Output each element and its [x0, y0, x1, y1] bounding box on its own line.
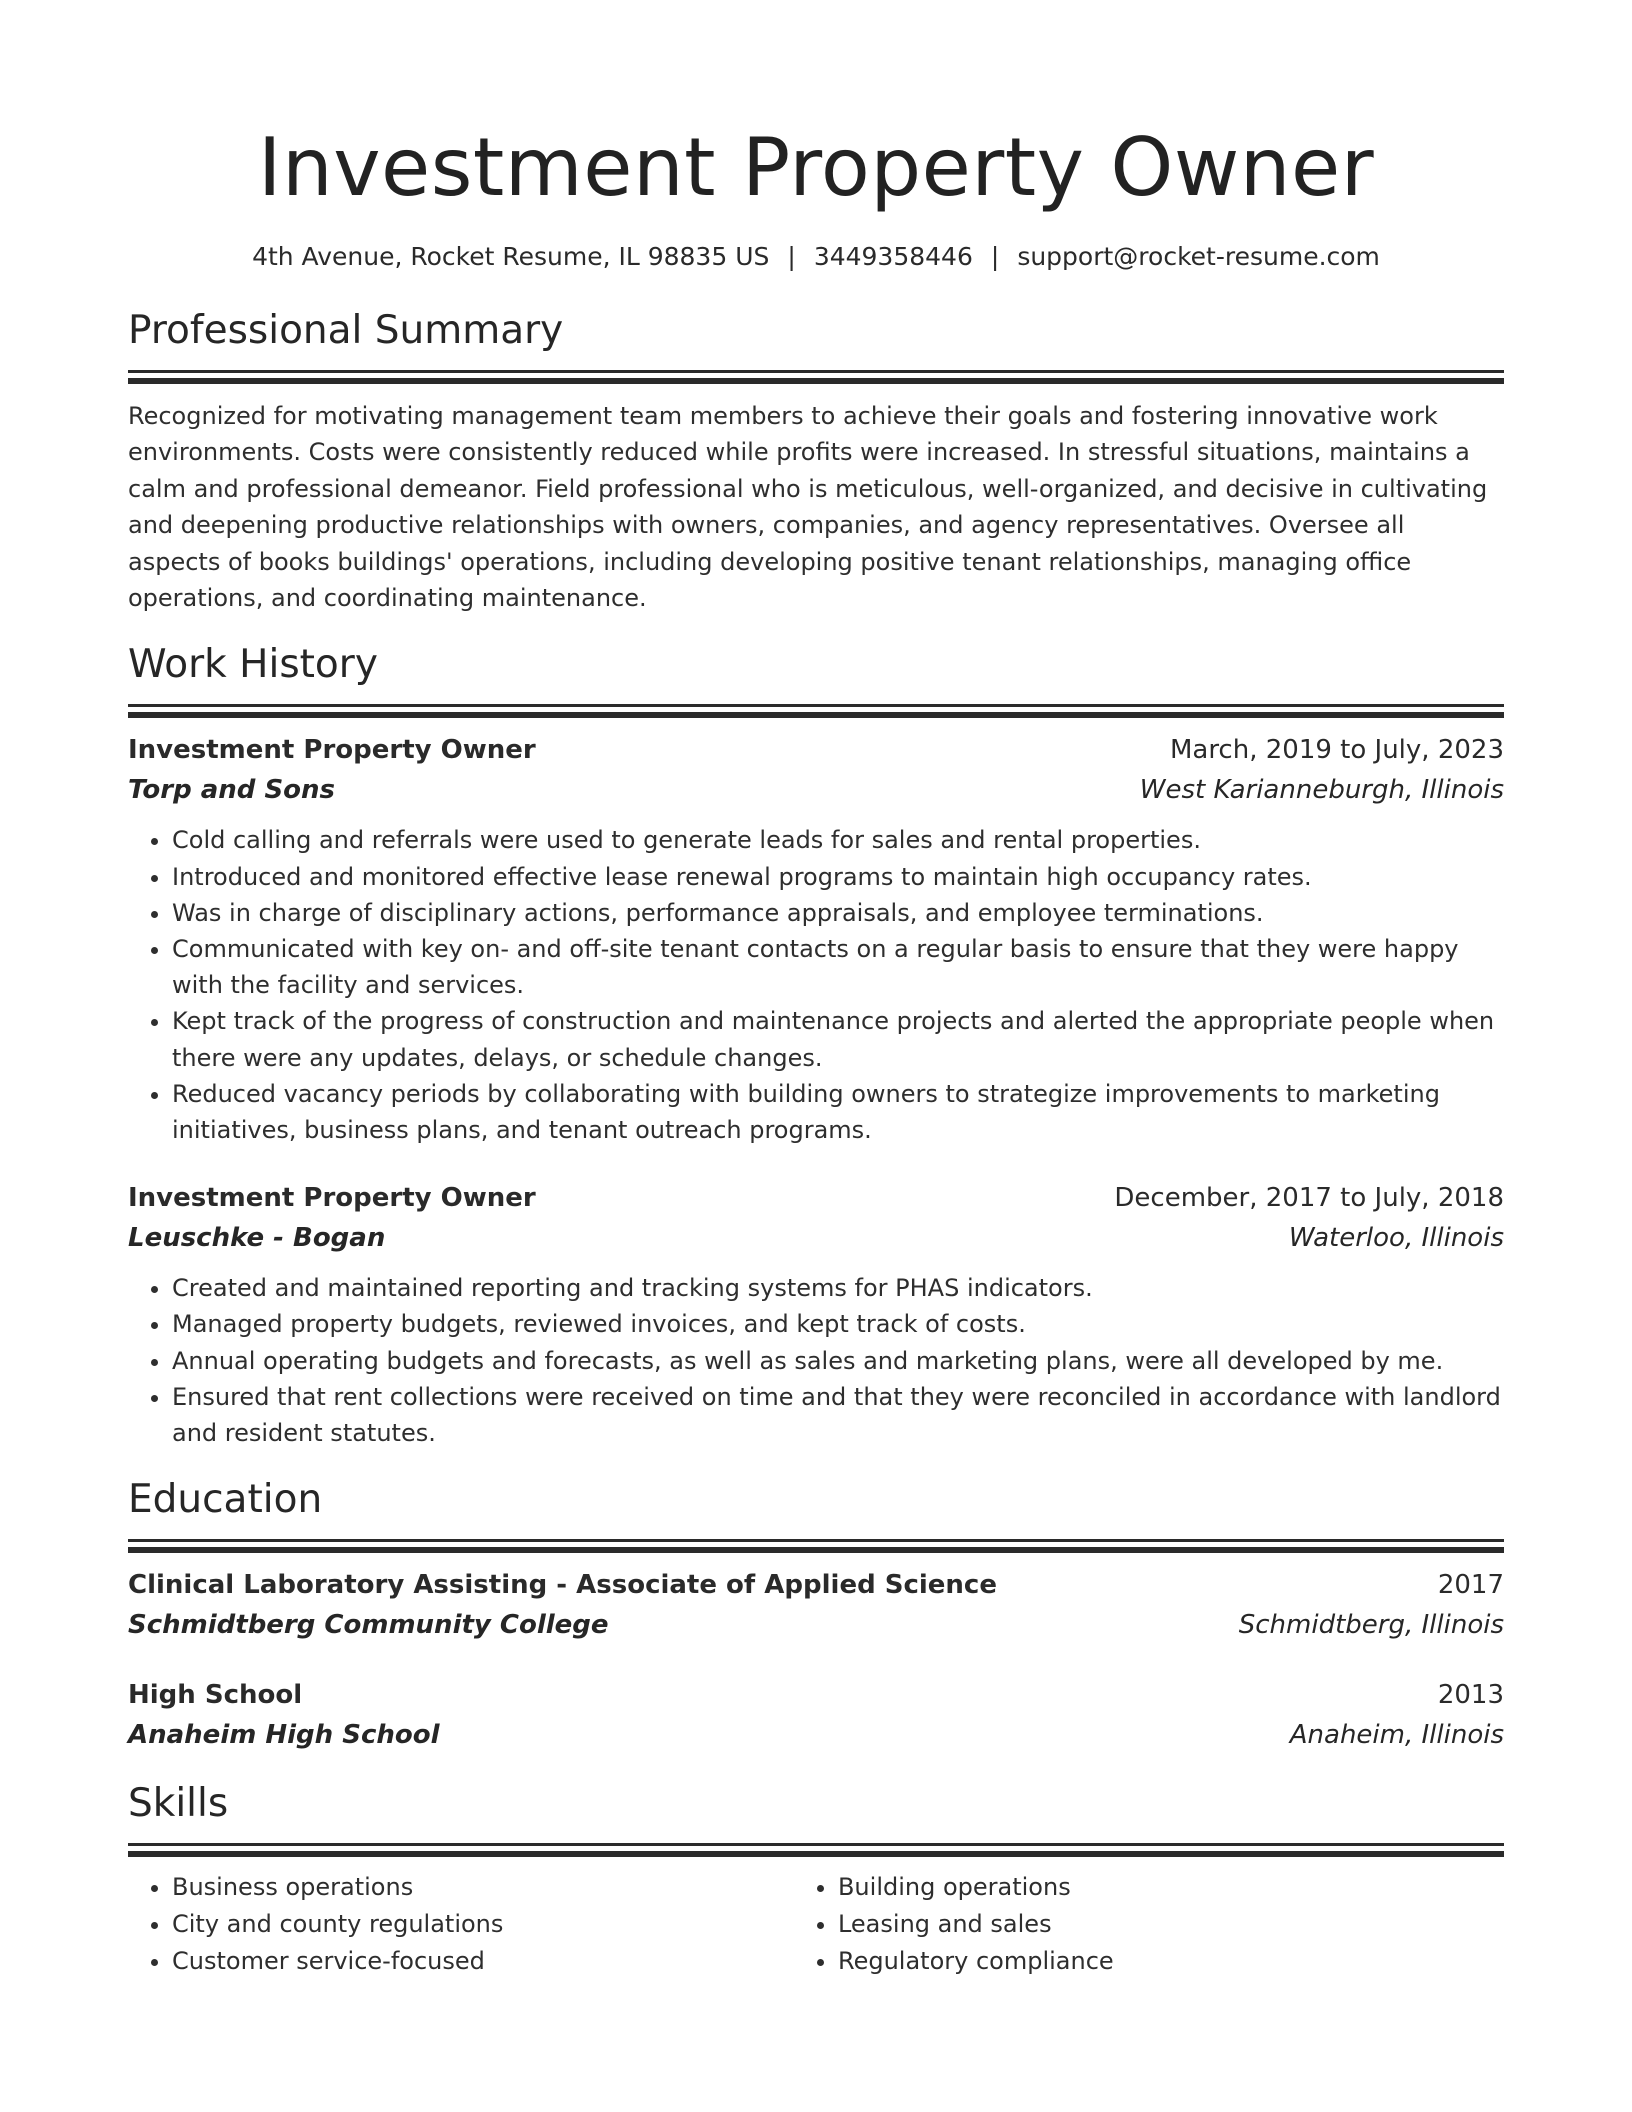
education-location: Anaheim, Illinois	[1289, 1720, 1504, 1751]
job-bullet: • Created and maintained reporting and tracking systems for PHAS indicators.	[172, 1270, 1504, 1306]
job-entry	[128, 1178, 1504, 1451]
education-entry	[128, 1675, 1504, 1755]
section-divider	[128, 712, 1504, 718]
section-divider	[128, 378, 1504, 384]
section-divider	[128, 370, 1504, 373]
skills-list-right	[794, 1869, 1504, 1980]
resume-name: Investment Property Owner	[257, 121, 1375, 214]
education-degree: High School	[128, 1680, 303, 1711]
skills-columns	[128, 1869, 1504, 1980]
contact-phone: 3449358446	[813, 242, 973, 271]
job-company: Torp and Sons	[128, 775, 336, 806]
contact-line	[128, 240, 1504, 274]
education-entry	[128, 1565, 1504, 1645]
skill-item: • Business operations	[172, 1869, 794, 1906]
education-year: 2017	[1437, 1570, 1504, 1601]
job-bullet: • Introduced and monitored effective lease renewal programs to maintain high occupancy rates.	[172, 859, 1504, 895]
job-dates: March, 2019 to July, 2023	[1169, 735, 1504, 766]
contact-address: 4th Avenue, Rocket Resume, IL 98835 US	[252, 242, 770, 271]
education-school: Anaheim High School	[128, 1720, 440, 1751]
job-bullet: • Cold calling and referrals were used to generate leads for sales and rental properties.	[172, 822, 1504, 858]
skill-item: • Leasing and sales	[838, 1906, 1504, 1943]
job-role: Investment Property Owner	[128, 735, 536, 766]
section-divider	[128, 1547, 1504, 1553]
job-location: Waterloo, Illinois	[1288, 1223, 1504, 1254]
job-bullet: • Ensured that rent collections were received on time and that they were reconciled in accordance with landlord and resident statutes.	[172, 1379, 1504, 1451]
education-degree: Clinical Laboratory Assisting - Associate of Applied Science	[128, 1570, 997, 1601]
skill-item: • City and county regulations	[172, 1906, 794, 1943]
job-bullet: • Was in charge of disciplinary actions, performance appraisals, and employee terminations.	[172, 895, 1504, 931]
education-location: Schmidtberg, Illinois	[1238, 1610, 1504, 1641]
skill-item: • Building operations	[838, 1869, 1504, 1906]
job-bullets	[128, 822, 1504, 1148]
summary-section	[128, 306, 1504, 616]
education-heading: Education	[128, 1477, 323, 1523]
job-bullet: • Kept track of the progress of construction and maintenance projects and alerted the appropriate people when there were any updates, delays, or schedule changes.	[172, 1003, 1504, 1075]
resume-page	[128, 0, 1504, 1980]
section-divider	[128, 1539, 1504, 1542]
job-role: Investment Property Owner	[128, 1183, 536, 1214]
job-bullet: • Managed property budgets, reviewed invoices, and kept track of costs.	[172, 1306, 1504, 1342]
job-dates: December, 2017 to July, 2018	[1114, 1183, 1504, 1214]
job-bullet: • Reduced vacancy periods by collaborating with building owners to strategize improvements to marketing initiatives, business plans, and tenant outreach programs.	[172, 1076, 1504, 1148]
skill-item: • Regulatory compliance	[838, 1943, 1504, 1980]
skills-section	[128, 1779, 1504, 1980]
section-divider	[128, 1843, 1504, 1846]
job-entry	[128, 730, 1504, 1148]
contact-separator: |	[990, 242, 1000, 271]
job-company: Leuschke - Bogan	[128, 1223, 386, 1254]
job-bullet: • Annual operating budgets and forecasts, as well as sales and marketing plans, were all developed by me.	[172, 1343, 1504, 1379]
summary-text: Recognized for motivating management team members to achieve their goals and fostering innovative work environments. Costs were consistently reduced while profits were increased. In stressful situations, maintains a calm and professional demeanor. Field professional who is meticulous, well-organized, and decisive in cultivating and deepening productive relationships with owners, companies, and agency representatives. Oversee all aspects of books buildings' operations, including developing positive tenant relationships, managing office operations, and coordinating maintenance.	[128, 402, 1488, 613]
skills-heading: Skills	[128, 1781, 229, 1827]
contact-separator: |	[787, 242, 796, 271]
job-bullet: • Communicated with key on- and off-site tenant contacts on a regular basis to ensure that they were happy with the facility and services.	[172, 931, 1504, 1003]
work-section	[128, 640, 1504, 1451]
section-divider	[128, 1851, 1504, 1857]
work-heading: Work History	[128, 642, 378, 688]
skills-list-left	[128, 1869, 794, 1980]
skill-item: • Customer service-focused	[172, 1943, 794, 1980]
education-school: Schmidtberg Community College	[128, 1610, 609, 1641]
education-section	[128, 1475, 1504, 1755]
section-divider	[128, 704, 1504, 707]
education-year: 2013	[1437, 1680, 1504, 1711]
job-bullets	[128, 1270, 1504, 1451]
job-location: West Karianneburgh, Illinois	[1139, 775, 1504, 806]
contact-email[interactable]: support@rocket-resume.com	[1017, 242, 1380, 271]
summary-heading: Professional Summary	[128, 308, 564, 353]
